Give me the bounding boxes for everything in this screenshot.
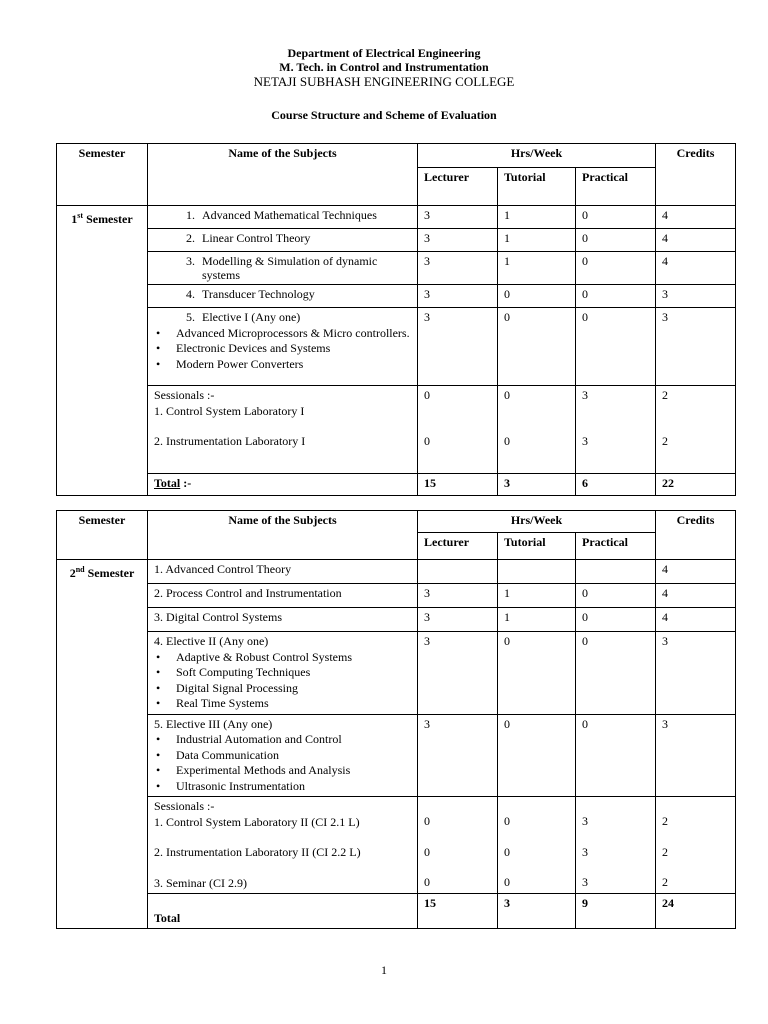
lecturer-value: 0 0 0 <box>418 797 498 894</box>
semester-label: 1st Semester <box>57 206 148 496</box>
subject-name: 1. Advanced Mathematical Techniques <box>148 206 418 229</box>
list-item: • Modern Power Converters <box>176 357 411 373</box>
sessionals-cell <box>148 386 418 474</box>
practical-value: 3 3 3 <box>576 797 656 894</box>
tutorial-value: 1 <box>498 229 576 252</box>
total-tutorial: 3 <box>498 474 576 496</box>
total-row <box>57 474 736 496</box>
lecturer-value: 3 <box>418 308 498 386</box>
hrs-week-header: Hrs/Week <box>418 511 656 533</box>
semester-label: 2nd Semester <box>57 560 148 929</box>
lecturer-value: 3 <box>418 285 498 308</box>
table-row <box>57 285 736 308</box>
subject-name: 2. Linear Control Theory <box>148 229 418 252</box>
total-lecturer: 15 <box>418 474 498 496</box>
tutorial-header: Tutorial <box>498 533 576 560</box>
credits-value: 2 2 <box>656 386 736 474</box>
practical-value: 0 <box>576 229 656 252</box>
elective-1-cell: 5. Elective I (Any one) • Advanced Microprocessors & Micro controllers. • Electronic Devices and Systems • Modern Power Converters <box>148 308 418 386</box>
list-item: • Electronic Devices and Systems <box>176 341 411 357</box>
credits-value: 4 <box>656 560 736 584</box>
table-row <box>57 308 736 386</box>
lecturer-value: 3 <box>418 206 498 229</box>
tutorial-header: Tutorial <box>498 168 576 206</box>
practical-header: Practical <box>576 168 656 206</box>
hrs-week-header: Hrs/Week <box>418 144 656 168</box>
credits-value: 3 <box>656 285 736 308</box>
page-number: 1 <box>381 963 387 977</box>
total-practical: 6 <box>576 474 656 496</box>
sessionals-title: Sessionals :- <box>154 799 215 813</box>
practical-value: 0 <box>576 632 656 715</box>
list-item: 2. Instrumentation Laboratory II (CI 2.2 L) <box>154 845 361 859</box>
subjects-header: Name of the Subjects <box>148 144 418 206</box>
tutorial-value: 1 <box>498 206 576 229</box>
list-item: • Ultrasonic Instrumentation <box>176 779 411 795</box>
course-structure-title: Course Structure and Scheme of Evaluation <box>271 108 497 122</box>
credits-value: 3 <box>656 714 736 797</box>
subject-name: 1. Advanced Control Theory <box>148 560 418 584</box>
tutorial-value: 0 0 <box>498 386 576 474</box>
subject-name: 3. Modelling & Simulation of dynamic systems <box>148 252 418 285</box>
subject-name: 4. Transducer Technology <box>148 285 418 308</box>
subject-name: 2. Process Control and Instrumentation <box>148 584 418 608</box>
total-label: Total :- <box>148 474 418 496</box>
credits-value: 4 <box>656 584 736 608</box>
lecturer-value: 3 <box>418 608 498 632</box>
tutorial-value: 0 0 0 <box>498 797 576 894</box>
subjects-header: Name of the Subjects <box>148 511 418 560</box>
list-item: • Data Communication <box>176 748 411 764</box>
elective-2-cell: 4. Elective II (Any one) • Adaptive & Robust Control Systems • Soft Computing Techniques • Digital Signal Processing • Real Time Systems <box>148 632 418 715</box>
practical-value: 0 <box>576 608 656 632</box>
table-row <box>57 584 736 608</box>
credits-value: 4 <box>656 229 736 252</box>
table-row <box>57 206 736 229</box>
list-item: 3. Seminar (CI 2.9) <box>154 875 247 890</box>
practical-value: 0 <box>576 206 656 229</box>
table-row <box>57 229 736 252</box>
practical-value: 0 <box>576 252 656 285</box>
practical-value <box>576 560 656 584</box>
table-row <box>57 608 736 632</box>
credits-header: Credits <box>656 511 736 560</box>
tutorial-value <box>498 560 576 584</box>
list-item: • Digital Signal Processing <box>176 681 411 697</box>
department-title: Department of Electrical Engineering <box>287 46 481 60</box>
practical-value: 0 <box>576 584 656 608</box>
sessionals-title: Sessionals :- <box>154 388 215 402</box>
tutorial-value: 0 <box>498 285 576 308</box>
practical-value: 3 3 <box>576 386 656 474</box>
credits-header: Credits <box>656 144 736 206</box>
list-item: 1. Control System Laboratory I <box>154 403 305 418</box>
semester-2-table <box>56 510 736 929</box>
total-label: Total <box>148 894 418 929</box>
lecturer-value: 3 <box>418 584 498 608</box>
table-row <box>57 632 736 715</box>
semester-1-table <box>56 143 736 496</box>
semester-header: Semester <box>57 511 148 560</box>
lecturer-value: 3 <box>418 714 498 797</box>
credits-value: 4 <box>656 252 736 285</box>
lecturer-value: 0 0 <box>418 386 498 474</box>
credits-value: 3 <box>656 632 736 715</box>
lecturer-value: 3 <box>418 252 498 285</box>
table-row <box>57 714 736 797</box>
subject-name: 3. Digital Control Systems <box>148 608 418 632</box>
lecturer-header: Lecturer <box>418 533 498 560</box>
lecturer-value <box>418 560 498 584</box>
credits-value: 4 <box>656 206 736 229</box>
tutorial-value: 1 <box>498 608 576 632</box>
practical-value: 0 <box>576 285 656 308</box>
table-row <box>57 252 736 285</box>
college-name: NETAJI SUBHASH ENGINEERING COLLEGE <box>253 74 515 89</box>
tutorial-value: 0 <box>498 714 576 797</box>
lecturer-value: 3 <box>418 632 498 715</box>
credits-value: 2 2 2 <box>656 797 736 894</box>
elective-3-cell: 5. Elective III (Any one) • Industrial Automation and Control • Data Communication • Experimental Methods and Analysis • Ultrasonic Instrumentation <box>148 714 418 797</box>
list-item: 2. Instrumentation Laboratory I <box>154 434 306 448</box>
list-item: • Industrial Automation and Control <box>176 732 411 748</box>
table-row <box>57 797 736 894</box>
lecturer-value: 3 <box>418 229 498 252</box>
tutorial-value: 0 <box>498 632 576 715</box>
practical-value: 0 <box>576 308 656 386</box>
total-tutorial: 3 <box>498 894 576 929</box>
tutorial-value: 1 <box>498 584 576 608</box>
practical-header: Practical <box>576 533 656 560</box>
table-row <box>57 386 736 474</box>
semester-header: Semester <box>57 144 148 206</box>
list-item: 1. Control System Laboratory II (CI 2.1 L) <box>154 814 360 829</box>
list-item: • Soft Computing Techniques <box>176 665 411 681</box>
total-credits: 22 <box>656 474 736 496</box>
credits-value: 4 <box>656 608 736 632</box>
tutorial-value: 1 <box>498 252 576 285</box>
sessionals-cell <box>148 797 418 894</box>
lecturer-header: Lecturer <box>418 168 498 206</box>
list-item: • Experimental Methods and Analysis <box>176 763 411 779</box>
practical-value: 0 <box>576 714 656 797</box>
credits-value: 3 <box>656 308 736 386</box>
total-practical: 9 <box>576 894 656 929</box>
list-item: • Real Time Systems <box>176 696 411 712</box>
total-lecturer: 15 <box>418 894 498 929</box>
tutorial-value: 0 <box>498 308 576 386</box>
total-row <box>57 894 736 929</box>
table-row <box>57 560 736 584</box>
list-item: • Adaptive & Robust Control Systems <box>176 650 411 666</box>
total-credits: 24 <box>656 894 736 929</box>
list-item: • Advanced Microprocessors & Micro controllers. <box>176 326 411 342</box>
program-title: M. Tech. in Control and Instrumentation <box>279 60 489 74</box>
